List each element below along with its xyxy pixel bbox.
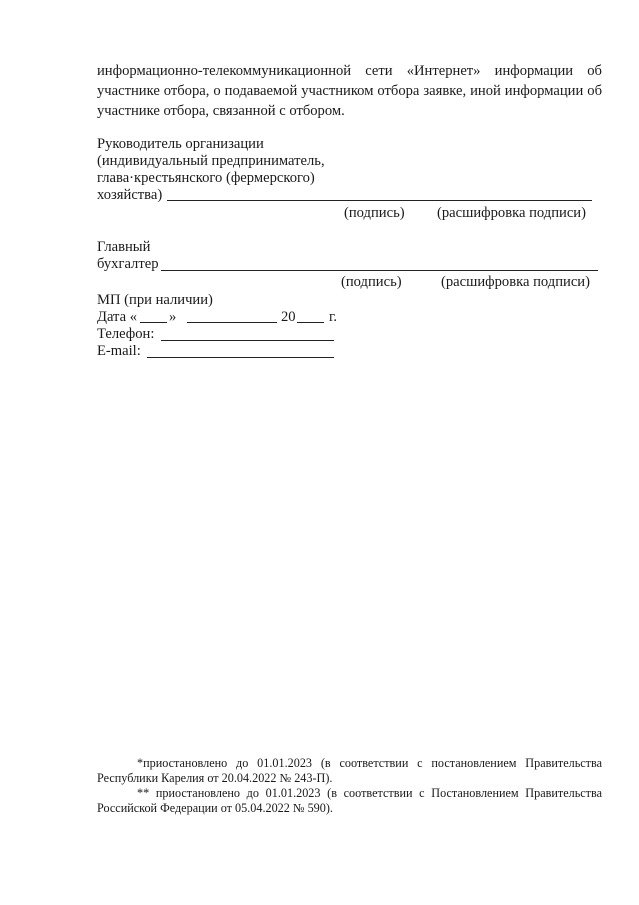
date-label: Дата « — [97, 309, 138, 325]
date-day-line — [140, 322, 167, 323]
body-paragraph: информационно-телекоммуникационной сети «Интернет» информации об участнике отбора, о подаваемой участником отбора заявке, иной информации об участнике отбора, связанной с отбором. — [97, 63, 602, 119]
head-sign-caption: (подпись) — [344, 205, 405, 221]
head-title-line4: хозяйства) — [97, 187, 163, 203]
accountant-signature-line — [161, 270, 598, 271]
footnote-2 — [97, 786, 602, 816]
footnote-1 — [97, 756, 602, 786]
accountant-line1: Главный — [97, 239, 151, 255]
phone-line — [161, 340, 334, 341]
footnote-1-text: *приостановлено до 01.01.2023 (в соответствии с постановлением Правительства Республики Карелия от 20.04.2022 № 243-П). — [97, 756, 602, 785]
accountant-line2: бухгалтер — [97, 256, 159, 272]
date-year-prefix: 20 — [281, 309, 296, 325]
stamp-label: МП (при наличии) — [97, 292, 213, 308]
date-close-quote: » — [169, 309, 177, 325]
phone-label: Телефон: — [97, 326, 155, 342]
head-signature-line — [167, 200, 592, 201]
date-year-suffix: г. — [329, 309, 337, 325]
head-title-line2: (индивидуальный предприниматель, — [97, 153, 325, 169]
accountant-sign-caption: (подпись) — [341, 274, 402, 290]
date-year-line — [297, 322, 324, 323]
head-title-line1: Руководитель организации — [97, 136, 264, 152]
email-line — [147, 357, 334, 358]
accountant-decode-caption: (расшифровка подписи) — [441, 274, 590, 290]
head-title-line3: глава·крестьянского (фермерского) — [97, 170, 315, 186]
email-label: E-mail: — [97, 343, 141, 359]
footnote-2-text: ** приостановлено до 01.01.2023 (в соответствии с Постановлением Правительства Российской Федерации от 05.04.2022 № 590). — [97, 786, 602, 815]
head-decode-caption: (расшифровка подписи) — [437, 205, 586, 221]
date-month-line — [187, 322, 277, 323]
